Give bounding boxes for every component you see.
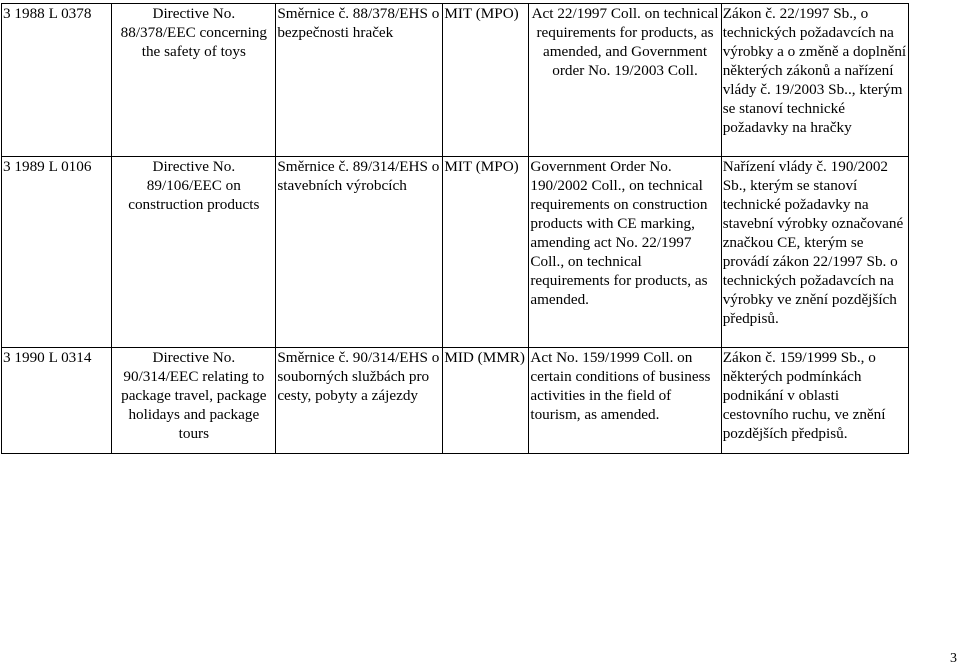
celex-number-cell: 3 1990 L 0314: [2, 348, 112, 454]
directive-cell: Directive No. 90/314/EEC relating to package travel, package holidays and package tours: [112, 348, 276, 454]
table-row: [2, 157, 909, 348]
czech-directive-cell: Směrnice č. 90/314/EHS o souborných službách pro cesty, pobyty a zájezdy: [276, 348, 443, 454]
table-row: [2, 348, 909, 454]
czech-directive-cell: Směrnice č. 88/378/EHS o bezpečnosti hraček: [276, 4, 443, 157]
page-number: 3: [950, 651, 957, 666]
czech-act-cell: Zákon č. 159/1999 Sb., o některých podmínkách podnikání v oblasti cestovního ruchu, ve znění pozdějších předpisů.: [721, 348, 908, 454]
english-act-cell: Act No. 159/1999 Coll. on certain conditions of business activities in the field of tourism, as amended.: [529, 348, 721, 454]
legislation-table: [1, 3, 909, 454]
czech-act-cell: Zákon č. 22/1997 Sb., o technických požadavcích na výrobky a o změně a doplnění některých zákonů a nařízení vlády č. 19/2003 Sb.., kterým se stanoví technické požadavky na hračky: [721, 4, 908, 157]
czech-act-cell: Nařízení vlády č. 190/2002 Sb., kterým se stanoví technické požadavky na stavební výrobky označované značkou CE, kterým se provádí zákon 22/1997 Sb. o technických požadavcích na výrobky ve znění pozdějších předpisů.: [721, 157, 908, 348]
ministry-cell: MID (MMR): [443, 348, 529, 454]
czech-directive-cell: Směrnice č. 89/314/EHS o stavebních výrobcích: [276, 157, 443, 348]
ministry-cell: MIT (MPO): [443, 4, 529, 157]
english-act-cell: Act 22/1997 Coll. on technical requirements for products, as amended, and Government order No. 19/2003 Coll.: [529, 4, 721, 157]
celex-number-cell: 3 1988 L 0378: [2, 4, 112, 157]
directive-cell: Directive No. 89/106/EEC on construction products: [112, 157, 276, 348]
directive-cell: Directive No. 88/378/EEC concerning the safety of toys: [112, 4, 276, 157]
table-row: [2, 4, 909, 157]
english-act-cell: Government Order No. 190/2002 Coll., on technical requirements on construction products with CE marking, amending act No. 22/1997 Coll., on technical requirements for products, as amended.: [529, 157, 721, 348]
celex-number-cell: 3 1989 L 0106: [2, 157, 112, 348]
ministry-cell: MIT (MPO): [443, 157, 529, 348]
